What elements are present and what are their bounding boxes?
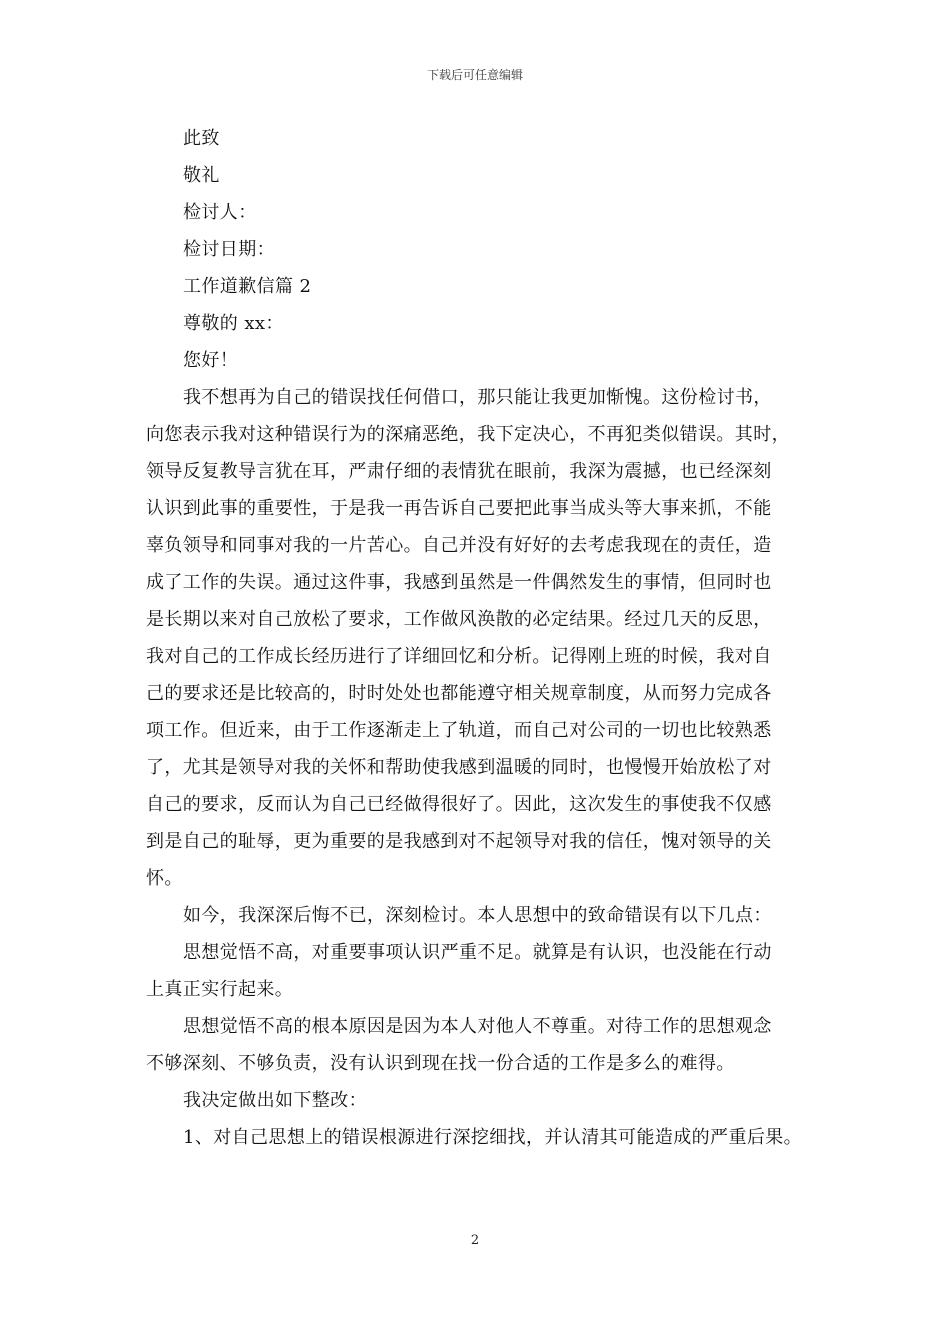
salutation-line: 敬礼: [183, 165, 220, 186]
date-line: 检讨日期：: [183, 239, 275, 260]
greeting-line: 您好！: [183, 350, 239, 371]
paragraph-line: 是长期以来对自己放松了要求，工作做风涣散的必定结果。经过几天的反思，: [146, 609, 772, 630]
paragraph-line: 我决定做出如下整改：: [183, 1090, 367, 1111]
section-title: 工作道歉信篇 2: [183, 276, 312, 297]
list-item: 1、对自己思想上的错误根源进行深挖细找，并认清其可能造成的严重后果。: [183, 1127, 803, 1148]
paragraph-line: 不够深刻、不够负责，没有认识到现在找一份合适的工作是多么的难得。: [146, 1053, 735, 1074]
paragraph-line: 我不想再为自己的错误找任何借口，那只能让我更加惭愧。这份检讨书，: [183, 387, 772, 408]
paragraph-line: 如今，我深深后悔不已，深刻检讨。本人思想中的致命错误有以下几点：: [183, 905, 772, 926]
paragraph-line: 认识到此事的重要性，于是我一再告诉自己要把此事当成头等大事来抓，不能: [146, 498, 772, 519]
paragraph-line: 领导反复教导言犹在耳，严肃仔细的表情犹在眼前，我深为震撼，也已经深刻: [146, 461, 772, 482]
paragraph-line: 成了工作的失误。通过这件事，我感到虽然是一件偶然发生的事情，但同时也: [146, 572, 772, 593]
document-body: [146, 120, 821, 1156]
closing-line: 此致: [183, 128, 220, 149]
paragraph-line: 思想觉悟不高，对重要事项认识严重不足。就算是有认识，也没能在行动: [183, 942, 772, 963]
paragraph-line: 了，尤其是领导对我的关怀和帮助使我感到温暖的同时，也慢慢开始放松了对: [146, 757, 772, 778]
paragraph-line: 思想觉悟不高的根本原因是因为本人对他人不尊重。对待工作的思想观念: [183, 1016, 772, 1037]
greeting-line: 尊敬的 xx：: [183, 313, 284, 334]
paragraph-line: 上真正实行起来。: [146, 979, 294, 1000]
paragraph-line: 怀。: [146, 868, 183, 889]
page-header: 下载后可任意编辑: [426, 68, 523, 82]
paragraph-line: 向您表示我对这种错误行为的深痛恶绝，我下定决心，不再犯类似错误。其时，: [146, 424, 790, 445]
paragraph-line: 项工作。但近来，由于工作逐渐走上了轨道，而自己对公司的一切也比较熟悉: [146, 720, 772, 741]
paragraph-line: 己的要求还是比较高的，时时处处也都能遵守相关规章制度，从而努力完成各: [146, 683, 772, 704]
signer-line: 检讨人：: [183, 202, 257, 223]
paragraph-line: 自己的要求，反而认为自己已经做得很好了。因此，这次发生的事使我不仅感: [146, 794, 772, 815]
paragraph-line: 到是自己的耻辱，更为重要的是我感到对不起领导对我的信任，愧对领导的关: [146, 831, 772, 852]
page-number: 2: [470, 1233, 480, 1248]
paragraph-line: 辜负领导和同事对我的一片苦心。自己并没有好好的去考虑我现在的责任，造: [146, 535, 772, 556]
paragraph-line: 我对自己的工作成长经历进行了详细回忆和分析。记得刚上班的时候，我对自: [146, 646, 772, 667]
